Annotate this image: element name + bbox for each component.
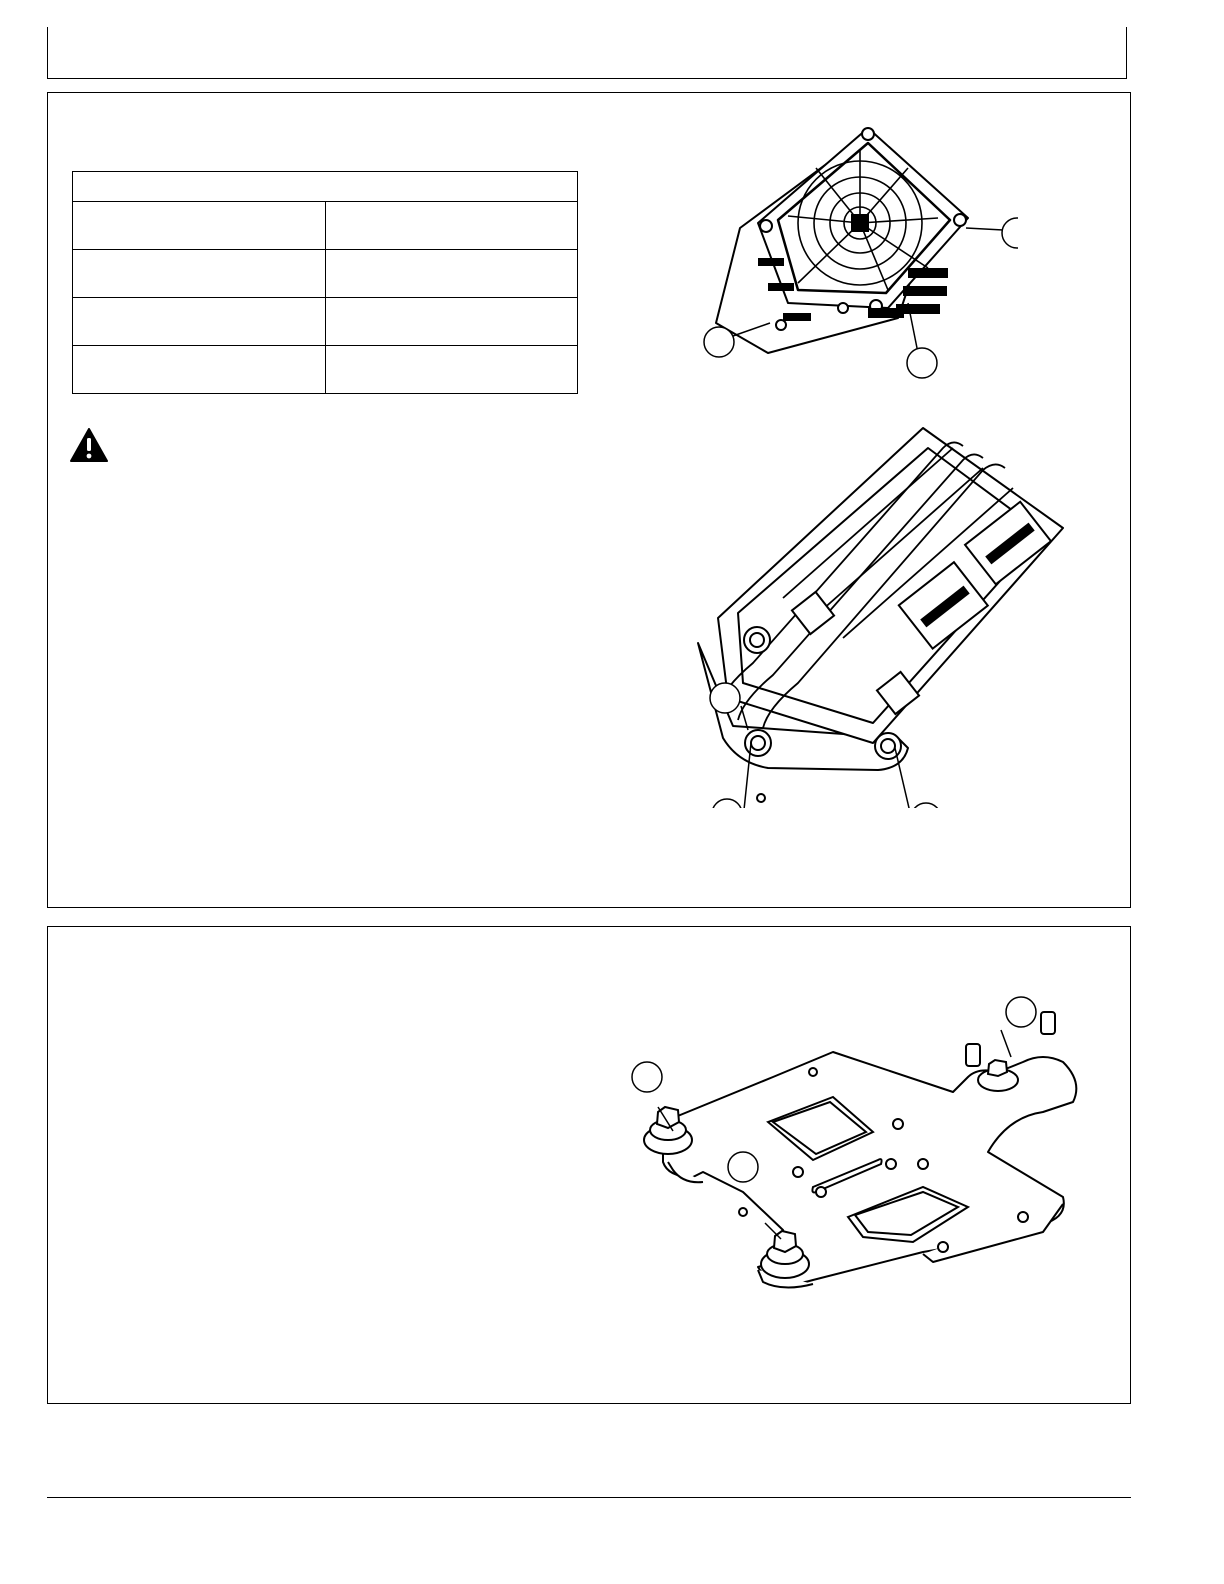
footer-rule bbox=[47, 1497, 1131, 1498]
table-cell bbox=[325, 298, 578, 346]
table-row bbox=[73, 346, 578, 394]
spec-table-header bbox=[73, 172, 578, 202]
procedure-section bbox=[47, 92, 1131, 908]
header-box bbox=[47, 27, 1127, 79]
table-row bbox=[73, 202, 578, 250]
spec-table bbox=[72, 171, 578, 394]
warning-triangle-icon bbox=[70, 428, 108, 462]
table-cell bbox=[325, 202, 578, 250]
table-cell bbox=[73, 250, 326, 298]
mounting-bracket-figure bbox=[623, 992, 1103, 1322]
table-cell bbox=[325, 250, 578, 298]
bracket-section bbox=[47, 926, 1131, 1404]
table-row bbox=[73, 298, 578, 346]
table-row bbox=[73, 250, 578, 298]
table-cell bbox=[73, 298, 326, 346]
table-cell bbox=[325, 346, 578, 394]
controller-top-figure bbox=[638, 108, 1018, 388]
controller-side-figure bbox=[643, 408, 1123, 808]
table-cell bbox=[73, 346, 326, 394]
table-cell bbox=[73, 202, 326, 250]
